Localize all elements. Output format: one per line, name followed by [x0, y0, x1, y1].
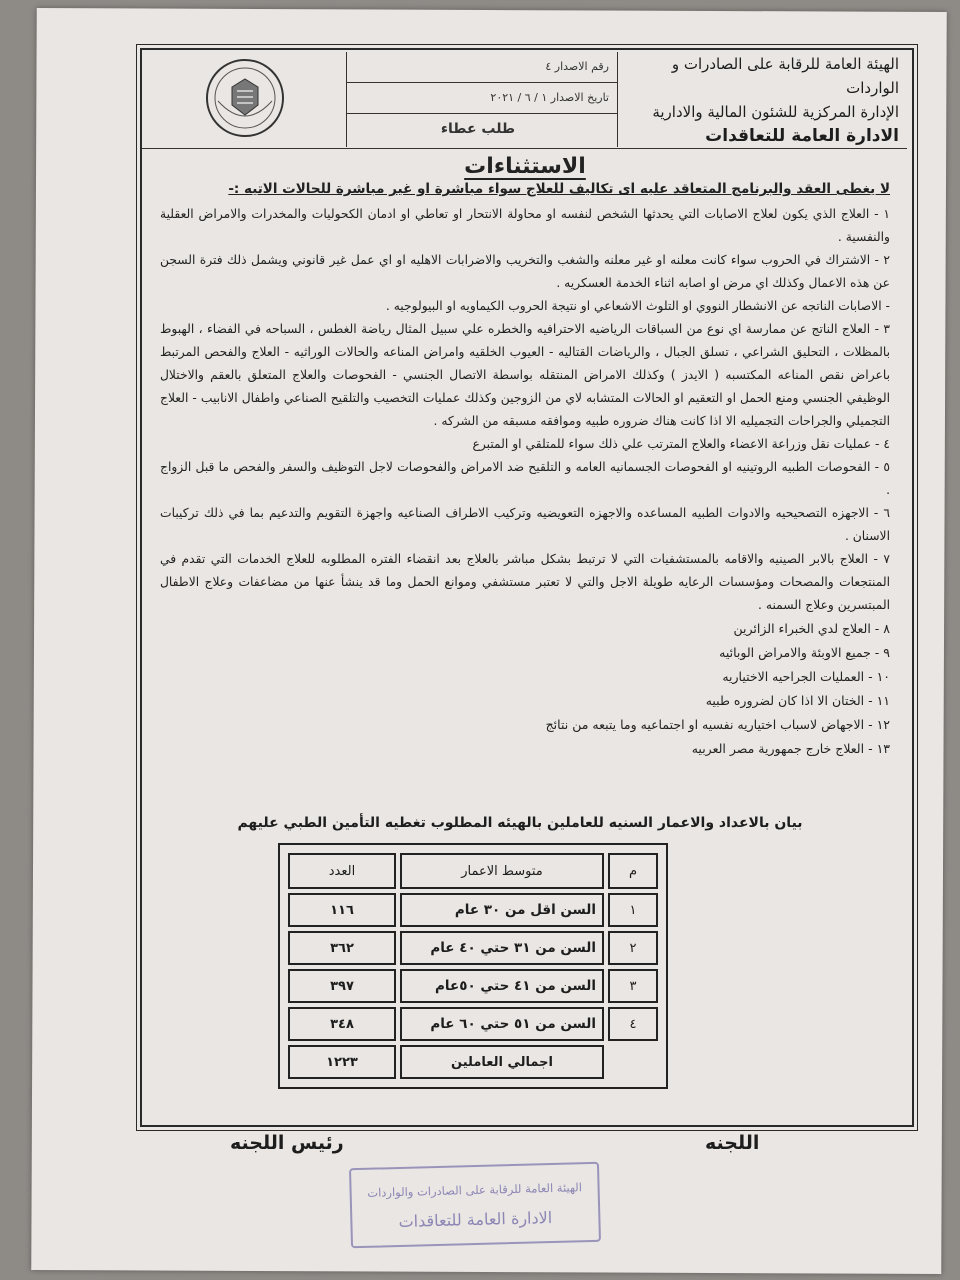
document-header: [142, 52, 907, 147]
section-intro: لا يغطى العقد والبرنامج المتعاقد عليه اى تكاليف للعلاج سواء مباشرة او غير مباشرة للحالات الاتيه :-: [228, 181, 890, 197]
clause-2b: - الاصابات الناتجه عن الانشطار النووي او التلوث الاشعاعي او نتيجة الحروب الكيماويه او البيولوجيه .: [385, 299, 890, 313]
clause-11: ١١ - الختان الا اذا كان لضروره طبيه: [705, 693, 890, 708]
row-count: ٣٤٨: [288, 1007, 396, 1041]
row-count: ٣٦٢: [288, 931, 396, 965]
clause-5: ٥ - الفحوصات الطبيه الروتينيه او الفحوصات الجسمانيه العامه و التلقيح ضد الامراض والفحوصات لاجل التوظيف والسفر والفحص ما قبل الزواج .: [160, 460, 890, 497]
issue-date: تاريخ الاصدار ١ / ٦ / ٢٠٢١: [347, 83, 617, 114]
official-stamp: [349, 1162, 601, 1249]
header-count: العدد: [288, 853, 396, 889]
exclusions-section: [160, 150, 890, 761]
emblem-area: [142, 52, 347, 147]
table-row: [288, 1007, 658, 1041]
clause-12: ١٢ - الاجهاض لاسباب اختياريه نفسيه او اجتماعيه وما يتبعه من نتائج: [545, 717, 890, 732]
table-row: [288, 893, 658, 927]
row-range: السن من ٤١ حتي ٥٠عام: [400, 969, 604, 1003]
total-label: اجمالي العاملين: [400, 1045, 604, 1079]
clause-13: ١٣ - العلاج خارج جمهورية مصر العربيه: [691, 741, 890, 756]
table-row: [288, 931, 658, 965]
clause-10: ١٠ - العمليات الجراحيه الاختياريه: [722, 669, 890, 684]
org-line-2: الإدارة المركزية للشئون المالية والادارية: [652, 103, 899, 121]
header-range: متوسط الاعمار: [400, 853, 604, 889]
organization-block: [617, 52, 907, 147]
clause-1: ١ - العلاج الذي يكون لعلاج الاصابات التي يحدثها الشخص لنفسه او محاولة الانتحار او تعاطي او ادمان الكحوليات والمخدرات والامراض العقلية والنفسية .: [160, 207, 890, 244]
age-distribution-table: [278, 843, 668, 1089]
row-index: ٣: [608, 969, 658, 1003]
org-line-1: الهيئة العامة للرقابة على الصادرات و الواردات: [671, 55, 899, 97]
stamp-line-1: الهيئة العامة للرقابة على الصادرات والواردات: [367, 1180, 583, 1200]
row-range: السن من ٥١ حتي ٦٠ عام: [400, 1007, 604, 1041]
issue-info-block: [346, 52, 617, 147]
row-index: ٤: [608, 1007, 658, 1041]
row-index: ١: [608, 893, 658, 927]
total-value: ١٢٢٣: [288, 1045, 396, 1079]
clause-2: ٢ - الاشتراك في الحروب سواء كانت معلنه او غير معلنه والشغب والتخريب والاضرابات الاهليه او اي عمل غير قانوني ويشمل ذلك فترة السجن عن هذه الاعمال وكذلك اي مرض او اصابه اثناء الخدمة العسكريه .: [160, 253, 890, 290]
table-total-row: [288, 1045, 658, 1079]
table-header-row: [288, 853, 658, 889]
section-title: الاستثناءات: [464, 154, 586, 179]
committee-signature: اللجنه: [705, 1132, 760, 1154]
stamp-line-2: الادارة العامة للتعاقدات: [398, 1207, 553, 1232]
age-table-caption: بيان بالاعداد والاعمار السنيه للعاملين بالهيئه المطلوب تغطيه التأمين الطبي عليهم: [237, 815, 803, 831]
table-row: [288, 969, 658, 1003]
row-range: السن اقل من ٣٠ عام: [400, 893, 604, 927]
row-count: ١١٦: [288, 893, 396, 927]
org-line-3: الادارة العامة للتعاقدات: [705, 126, 899, 146]
clause-8: ٨ - العلاج لدي الخبراء الزائرين: [733, 621, 890, 636]
ref-number: رقم الاصدار ٤: [347, 52, 617, 83]
row-index: ٢: [608, 931, 658, 965]
row-range: السن من ٣١ حتي ٤٠ عام: [400, 931, 604, 965]
clause-6: ٦ - الاجهزه التصحيحيه والادوات الطبيه المساعده والاجهزه التعويضيه وتركيب الاطراف الصناعيه واجهزة التقويم والتدعيم بما في ذلك تركيبات الاسنان .: [160, 506, 890, 543]
header-divider: [142, 148, 907, 149]
clause-7: ٧ - العلاج بالابر الصينيه والاقامه بالمستشفيات التي لا ترتبط بشكل مباشر بالعلاج بعد انقضاء الفتره المطلوبه للعلاج الخدمات التي تقدم في المنتجعات والمصحات ومؤسسات الرعايه طويلة الاجل والتي لا تعتبر مستشفي وموانع الحمل وما قد ينشأ عنها من مضاعفات وعلاج الاطفال المبتسرين وعلاج السمنه .: [160, 552, 890, 612]
clause-3: ٣ - العلاج الناتج عن ممارسة اي نوع من السباقات الرياضيه الاحترافيه والخطره علي سبيل المثال رياضة الغطس ، السباحه في الفضاء ، الهبوط بالمظلات ، التحليق الشراعي ، تسلق الجبال ، والرياضات القتاليه - العيوب الخلقيه وامراض المناعه والحالات الوراثيه - العلاج والفحص المرتبط باعراض نقص المناعه المكتسبه ( الايدز ) وكذلك الامراض المنتقله بواسطة الاتصال الجنسي - الفحوصات والعلاج المتعلق بالعقم والاختلال الوظيفي الجنسي ومنع الحمل او التعقيم او الحالات المتشابه لاي من الزوجين وكذلك عمليات التخصيب والتلقيح الصناعي واطفال الانابيب - العلاج التجميلي والجراحات التجميليه الا اذا كانت هناك ضروره طبيه وموافقه مسبقه من الشركه .: [160, 322, 890, 428]
chairman-signature: رئيس اللجنه: [230, 1132, 344, 1154]
row-count: ٣٩٧: [288, 969, 396, 1003]
header-index: م: [608, 853, 658, 889]
document-type: طلب عطاء: [440, 121, 516, 137]
clause-4: ٤ - عمليات نقل وزراعة الاعضاء والعلاج المترتب علي ذلك سواء للمتلقي او المتبرع: [472, 437, 890, 451]
emblem-seal-icon: [204, 57, 286, 143]
clause-9: ٩ - جميع الاوبئة والامراض الوبائيه: [719, 645, 890, 660]
